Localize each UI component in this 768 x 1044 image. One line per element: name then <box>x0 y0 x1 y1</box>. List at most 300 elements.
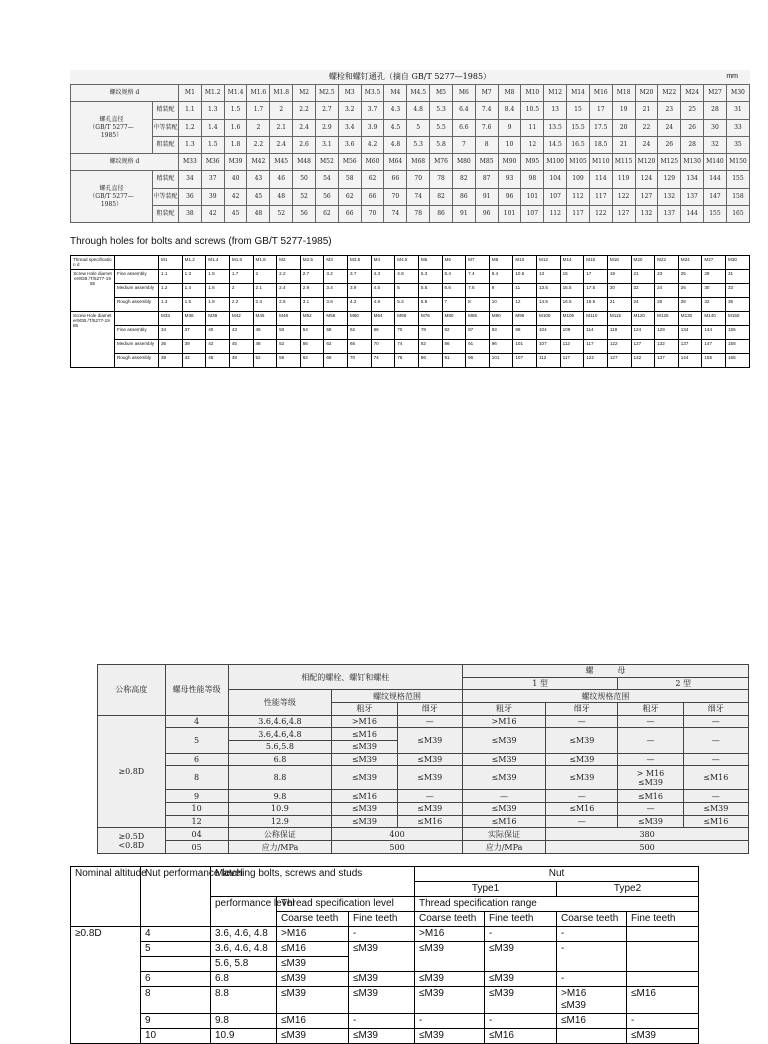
spec-size: M5 <box>430 85 453 102</box>
hole-row <box>71 188 750 205</box>
hole-value: 82 <box>418 340 442 354</box>
hole-value: 5.3 <box>407 136 430 153</box>
spec-size: M27 <box>704 85 727 102</box>
data-row <box>71 987 699 1014</box>
hole-value: 155 <box>702 354 726 368</box>
hole-value: 127 <box>612 205 635 222</box>
hole-value: 5.3 <box>418 270 442 284</box>
hole-value: 91 <box>466 340 490 354</box>
hole-value: 101 <box>513 340 537 354</box>
type2-fine: — <box>683 715 748 728</box>
hole-value: 119 <box>612 171 635 188</box>
hole-value: 5 <box>395 284 419 298</box>
spec-size: M33 <box>159 312 183 326</box>
match-fine: — <box>397 790 462 803</box>
spec-size: M64 <box>371 312 395 326</box>
spec-size: M80 <box>442 312 466 326</box>
hole-value: 28 <box>702 270 726 284</box>
type1-fine: - <box>485 927 557 942</box>
hole-value: 2.7 <box>315 102 338 119</box>
type1-coarse: - <box>415 1014 485 1029</box>
hole-value: 54 <box>315 171 338 188</box>
proof-row <box>98 828 749 841</box>
type2-fine: — <box>683 790 748 803</box>
hole-value: 114 <box>584 326 608 340</box>
spec-size: M36 <box>182 312 206 326</box>
spec-size: M27 <box>702 256 726 270</box>
fit-label: 粗装配 <box>153 136 179 153</box>
type1-fine: ≤M39 <box>546 753 618 766</box>
hole-value: 45 <box>247 188 270 205</box>
h-nut: Nut <box>415 867 699 882</box>
level-cell: 5 <box>141 942 211 957</box>
hole-value: 31 <box>726 270 750 284</box>
type1-coarse: ≤M39 <box>462 803 545 816</box>
h-sub: Fine teeth <box>485 912 557 927</box>
fit-label: Medium assembly <box>115 284 159 298</box>
fit-label: Rough assembly <box>115 354 159 368</box>
perf-cell: 6.8 <box>211 972 277 987</box>
spec-size: M10 <box>513 256 537 270</box>
hole-value: 52 <box>253 354 277 368</box>
hole-value: 98 <box>521 171 544 188</box>
hole-value: 78 <box>407 205 430 222</box>
hole-value: 43 <box>229 326 253 340</box>
hole-value: 28 <box>678 298 702 312</box>
group-label: 螺孔直径 （GB/T 5277— 1985） <box>71 171 153 223</box>
hole-value: 19 <box>607 270 631 284</box>
hole-value: 127 <box>631 340 655 354</box>
hole-value: 43 <box>247 171 270 188</box>
hole-value: 66 <box>348 340 372 354</box>
type2-coarse: ≤M16 <box>618 790 683 803</box>
hole-value: 2.6 <box>277 298 301 312</box>
type1-coarse: >M16 <box>462 715 545 728</box>
actual-label: 实际保证 <box>462 828 545 841</box>
hole-value: 37 <box>182 326 206 340</box>
perf-cell: 10.9 <box>211 1029 277 1044</box>
hole-value: 107 <box>513 354 537 368</box>
type2-coarse: — <box>618 728 683 753</box>
hole-value: 158 <box>726 188 749 205</box>
type1-fine: — <box>546 790 618 803</box>
hole-value: 4.8 <box>395 270 419 284</box>
hole-value: 45 <box>229 340 253 354</box>
hole-value: 13 <box>544 102 567 119</box>
hole-value: 124 <box>635 171 658 188</box>
hole-value: 7.4 <box>466 270 490 284</box>
perf-cell: 8.8 <box>211 987 277 1014</box>
hole-value: 32 <box>704 136 727 153</box>
type2-fine: ≤M16 <box>683 815 748 828</box>
fit-label: 中等装配 <box>153 119 179 136</box>
hole-value: 155 <box>704 205 727 222</box>
hole-value: 46 <box>270 171 293 188</box>
spec-size: M130 <box>681 154 704 171</box>
spec-size: M42 <box>247 154 270 171</box>
hole-value: 2.2 <box>277 270 301 284</box>
hole-value: 2.4 <box>270 136 293 153</box>
spec-size: M2 <box>293 85 316 102</box>
spec-size: M130 <box>678 312 702 326</box>
spec-size: M95 <box>521 154 544 171</box>
hole-row <box>71 340 750 354</box>
type2-fine: ≤M16 <box>683 766 748 790</box>
proof-row <box>98 841 749 854</box>
hole-value: 4.2 <box>348 298 372 312</box>
fit-label: Fine assembly <box>115 326 159 340</box>
type1-fine: ≤M39 <box>485 972 557 987</box>
match-coarse: ≤M39 <box>277 987 349 1014</box>
hole-value: 1.3 <box>182 270 206 284</box>
match-fine: ≤M39 <box>397 728 462 753</box>
spec-size: M90 <box>489 312 513 326</box>
h-sub: Coarse teeth <box>557 912 627 927</box>
spec-size: M30 <box>726 85 749 102</box>
hole-value: 78 <box>395 354 419 368</box>
level-cell <box>141 957 211 972</box>
spec-size: M1 <box>179 85 202 102</box>
header-row <box>98 665 749 678</box>
spec-size: M1.8 <box>253 256 277 270</box>
hole-value: 22 <box>631 284 655 298</box>
spec-size: M14 <box>560 256 584 270</box>
spec-size: M60 <box>348 312 372 326</box>
type2-fine: ≤M16 <box>627 987 699 1014</box>
h-nominal: Nominal altitude <box>71 867 141 927</box>
hole-value: 132 <box>635 205 658 222</box>
scan-table-unit: mm <box>726 73 738 80</box>
type1-fine: ≤M39 <box>546 728 618 753</box>
data-row <box>71 972 699 987</box>
hole-value: 114 <box>589 171 612 188</box>
hole-value: 87 <box>466 326 490 340</box>
type1-fine: - <box>485 1014 557 1029</box>
match-coarse: ≤M39 <box>277 957 349 972</box>
hole-value: 87 <box>475 171 498 188</box>
fit-label: Fine assembly <box>115 270 159 284</box>
hole-value: 109 <box>567 171 590 188</box>
level-cell: 12 <box>165 815 228 828</box>
type1-coarse: ≤M39 <box>462 753 545 766</box>
data-row <box>71 942 699 957</box>
h-nominal: 公称高度 <box>98 665 166 716</box>
hole-value: 52 <box>293 188 316 205</box>
hole-value: 66 <box>384 171 407 188</box>
hole-value: 101 <box>498 205 521 222</box>
hole-value: 127 <box>635 188 658 205</box>
spec-size: M56 <box>324 312 348 326</box>
type1-coarse: ≤M16 <box>462 815 545 828</box>
spec-row <box>71 85 750 102</box>
hole-value: 5.3 <box>430 102 453 119</box>
hole-value: 17.5 <box>584 284 608 298</box>
hole-value: 5.3 <box>395 298 419 312</box>
type2-fine: — <box>683 728 748 753</box>
hole-value: 96 <box>489 340 513 354</box>
hole-value: 3.1 <box>300 298 324 312</box>
actual-label: 应力/MPa <box>462 841 545 854</box>
h-sub: 粗牙 <box>332 703 397 716</box>
hole-value: 96 <box>498 188 521 205</box>
level-cell: 10 <box>165 803 228 816</box>
type2-coarse <box>557 1029 627 1044</box>
hole-value: 32 <box>702 298 726 312</box>
spec-size: M68 <box>407 154 430 171</box>
hole-value: 3.6 <box>324 298 348 312</box>
hole-value: 66 <box>338 205 361 222</box>
hole-value: 56 <box>277 354 301 368</box>
hole-value: 129 <box>658 171 681 188</box>
spec-size: M2 <box>277 256 301 270</box>
hole-value: 1.2 <box>179 119 202 136</box>
spec-size: M4.5 <box>407 85 430 102</box>
spec-size: M18 <box>607 256 631 270</box>
hole-value: 20 <box>612 119 635 136</box>
nominal-label-b: ≥0.5D <0.8D <box>98 828 166 854</box>
hole-value: 70 <box>361 205 384 222</box>
hole-value: 33 <box>726 119 749 136</box>
perf-cell: 10.9 <box>228 803 332 816</box>
hole-value: 74 <box>371 354 395 368</box>
hole-value: 28 <box>681 136 704 153</box>
spec-size: M1.6 <box>229 256 253 270</box>
hole-value: 93 <box>498 171 521 188</box>
hole-value: 2.7 <box>300 270 324 284</box>
spec-size: M115 <box>612 154 635 171</box>
hole-value: 1.5 <box>201 136 224 153</box>
hole-value: 7 <box>452 136 475 153</box>
spec-size: M90 <box>498 154 521 171</box>
match-coarse: ≤M16 <box>277 942 349 957</box>
hole-value: 13 <box>537 270 561 284</box>
hole-row <box>71 136 750 153</box>
hole-value: 86 <box>418 354 442 368</box>
level-cell: 9 <box>141 1014 211 1029</box>
hole-value: 40 <box>224 171 247 188</box>
hole-value: 62 <box>324 340 348 354</box>
hole-value: 1.4 <box>201 119 224 136</box>
h-type1: 1 型 <box>462 677 617 690</box>
hole-value: 1.5 <box>224 102 247 119</box>
hole-value: 48 <box>270 188 293 205</box>
hole-value: 101 <box>489 354 513 368</box>
type2-coarse: ≤M39 <box>618 815 683 828</box>
match-coarse: >M16 <box>277 927 349 942</box>
hole-value: 15.5 <box>560 284 584 298</box>
hole-value: 2.4 <box>293 119 316 136</box>
h-spec: Thread specification level <box>277 897 415 912</box>
hole-value: 16.5 <box>567 136 590 153</box>
hole-value: 2.4 <box>277 284 301 298</box>
spec-size: M2.5 <box>300 256 324 270</box>
spec-size: M12 <box>537 256 561 270</box>
type1-fine: ≤M39 <box>485 942 557 972</box>
hole-value: 11 <box>513 284 537 298</box>
hole-value: 66 <box>324 354 348 368</box>
scan-table-title: 螺栓和螺钉通孔（摘自 GB/T 5277—1985） <box>70 70 750 84</box>
spec-size: M110 <box>589 154 612 171</box>
header-row <box>71 867 699 882</box>
match-fine: ≤M39 <box>397 803 462 816</box>
hole-value: 124 <box>631 326 655 340</box>
spec-size: M1.2 <box>182 256 206 270</box>
hole-value: 70 <box>395 326 419 340</box>
hole-value: 2.9 <box>315 119 338 136</box>
hole-value: 1.2 <box>159 284 183 298</box>
spec-size: M125 <box>658 154 681 171</box>
hole-value: 35 <box>726 136 749 153</box>
hole-value: 107 <box>544 188 567 205</box>
spec-size: M2.5 <box>315 85 338 102</box>
hole-value: 26 <box>658 136 681 153</box>
spec-size: M7 <box>475 85 498 102</box>
spec-size: M95 <box>513 312 537 326</box>
hole-value: 23 <box>655 270 679 284</box>
spec-size: M8 <box>489 256 513 270</box>
type1-coarse: ≤M39 <box>415 942 485 972</box>
hole-value: 24 <box>658 119 681 136</box>
hole-value: 5 <box>407 119 430 136</box>
hole-value: 119 <box>607 326 631 340</box>
hole-value: 21 <box>612 136 635 153</box>
fit-label: 中等装配 <box>153 188 179 205</box>
scan-table-nut-levels-cn <box>97 664 749 854</box>
hole-value: 10.5 <box>513 270 537 284</box>
hole-value: 10 <box>498 136 521 153</box>
type1-fine: ≤M39 <box>546 766 618 790</box>
hole-value: 86 <box>452 188 475 205</box>
hole-value: 5.8 <box>418 298 442 312</box>
hole-value: 9 <box>498 119 521 136</box>
hole-value: 6.4 <box>442 270 466 284</box>
level-cell: 6 <box>165 753 228 766</box>
hole-value: 58 <box>324 326 348 340</box>
hole-value: 15 <box>560 270 584 284</box>
match-coarse: ≤M16 <box>332 790 397 803</box>
data-row <box>98 728 749 741</box>
hole-value: 3.6 <box>338 136 361 153</box>
empty-cell <box>115 256 159 270</box>
hole-row <box>71 354 750 368</box>
hole-value: 1.1 <box>159 270 183 284</box>
hole-value: 50 <box>277 326 301 340</box>
hole-value: 1.5 <box>182 298 206 312</box>
h-level: 螺母性能等级 <box>165 665 228 716</box>
hole-value: 10.5 <box>521 102 544 119</box>
nominal-label: ≥0.8D <box>98 715 166 828</box>
data-row <box>98 715 749 728</box>
hole-value: 35 <box>726 298 750 312</box>
hole-value: 42 <box>182 354 206 368</box>
hole-value: 39 <box>182 340 206 354</box>
hole-row <box>71 284 750 298</box>
hole-value: 62 <box>348 326 372 340</box>
hole-value: 107 <box>537 340 561 354</box>
hole-value: 1.8 <box>224 136 247 153</box>
perf-cell: 3.6, 4.6, 4.8 <box>211 942 277 957</box>
hole-value: 16.5 <box>560 298 584 312</box>
type2-fine <box>627 942 699 972</box>
hole-value: 112 <box>537 354 561 368</box>
data-row <box>98 753 749 766</box>
hole-value: 45 <box>206 354 230 368</box>
hole-value: 3.7 <box>361 102 384 119</box>
hole-value: 36 <box>179 188 202 205</box>
hole-value: 2 <box>247 119 270 136</box>
hole-value: 66 <box>361 188 384 205</box>
spec-size: M1.4 <box>224 85 247 102</box>
h-range: 螺纹规格范围 <box>332 690 463 703</box>
hole-value: 91 <box>442 354 466 368</box>
hole-value: 2.2 <box>229 298 253 312</box>
hole-value: 3.2 <box>338 102 361 119</box>
scan2-grid <box>97 664 749 854</box>
data-row <box>71 927 699 942</box>
hole-value: 2 <box>270 102 293 119</box>
match-coarse: ≤M16 <box>332 728 397 741</box>
hole-value: 107 <box>521 205 544 222</box>
nominal-label: ≥0.8D <box>71 927 141 1044</box>
spec-size: M52 <box>300 312 324 326</box>
hole-value: 9 <box>489 284 513 298</box>
hole-value: 48 <box>247 205 270 222</box>
hole-value: 4.2 <box>361 136 384 153</box>
spec-size: M4 <box>371 256 395 270</box>
spec-size: M4.5 <box>395 256 419 270</box>
hole-value: 70 <box>384 188 407 205</box>
type2-coarse: >M16 ≤M39 <box>557 987 627 1014</box>
type1-coarse: ≤M39 <box>415 987 485 1014</box>
hole-value: 4.3 <box>371 270 395 284</box>
spec-size: M39 <box>224 154 247 171</box>
type2-fine: ≤M39 <box>683 803 748 816</box>
h-range: 螺纹规格范围 <box>462 690 748 703</box>
match-coarse: ≤M39 <box>277 1029 349 1044</box>
hole-value: 56 <box>293 205 316 222</box>
match-fine: - <box>349 927 415 942</box>
hole-value: 2.2 <box>247 136 270 153</box>
proof-value: 500 <box>332 841 463 854</box>
type2-fine: ≤M39 <box>627 1029 699 1044</box>
hole-value: 17.5 <box>589 119 612 136</box>
hole-value: 25 <box>681 102 704 119</box>
perf-cell: 3.6,4.6,4.8 <box>228 728 332 741</box>
type1-fine: — <box>546 815 618 828</box>
hole-value: 54 <box>300 326 324 340</box>
match-coarse: ≤M39 <box>332 753 397 766</box>
proof-label: 应力/MPa <box>228 841 332 854</box>
type2-fine: - <box>627 1014 699 1029</box>
level-cell: 04 <box>165 828 228 841</box>
perf-cell: 8.8 <box>228 766 332 790</box>
hole-value: 38 <box>179 205 202 222</box>
spec-size: M105 <box>567 154 590 171</box>
hole-value: 4.8 <box>384 136 407 153</box>
spec-size: M85 <box>466 312 490 326</box>
spec-row <box>71 312 750 326</box>
perf-cell: 5.6,5.8 <box>228 741 332 754</box>
h-perf: 性能等级 <box>228 690 332 715</box>
hole-value: 34 <box>179 171 202 188</box>
hole-value: 1.1 <box>179 102 202 119</box>
hole-value: 78 <box>418 326 442 340</box>
hole-value: 5.5 <box>430 119 453 136</box>
match-coarse: ≤M39 <box>332 803 397 816</box>
h-type1: Type1 <box>415 882 557 897</box>
h-type2: 2 型 <box>618 677 749 690</box>
h-matching: 相配的螺栓、螺钉和螺柱 <box>228 665 462 690</box>
